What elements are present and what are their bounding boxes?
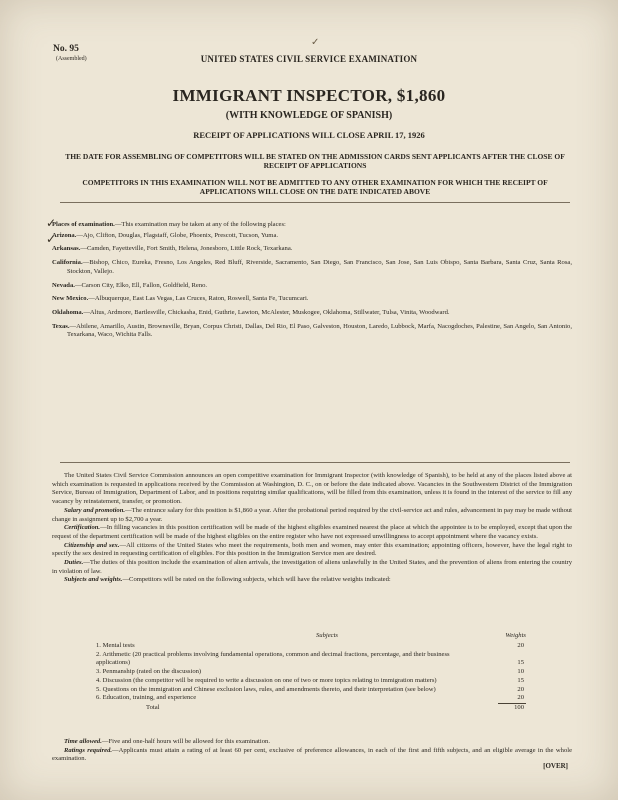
check-mark: ✓ bbox=[46, 232, 57, 246]
weights-column-header: Weights bbox=[505, 632, 526, 639]
page-subtitle: (WITH KNOWLEDGE OF SPANISH) bbox=[225, 110, 393, 121]
subject-row bbox=[96, 668, 526, 677]
section-text: —The duties of this position include the examination of alien arrivals, the investigation of aliens unlawfully in the United States, and the prevention of aliens from entering the country in violation of law. bbox=[52, 559, 572, 575]
check-mark: ✓ bbox=[46, 216, 57, 230]
state-name: New Mexico. bbox=[52, 295, 89, 303]
state-cities: —Altus, Ardmore, Bartlesville, Chickasha, Enid, Guthrie, Lawton, McAlester, Muskogee, Oklahoma, Stillwater, Tulsa, Vinita, Woodward. bbox=[83, 308, 450, 316]
subject-row bbox=[96, 686, 526, 695]
subject-label: 6. Education, training, and experience bbox=[96, 694, 197, 702]
state-entry bbox=[52, 245, 572, 254]
state-entry bbox=[52, 323, 572, 340]
time-paragraph bbox=[52, 738, 572, 747]
ratings-paragraph bbox=[52, 747, 572, 764]
citizenship-paragraph bbox=[52, 542, 572, 559]
state-name: Arkansas. bbox=[52, 245, 81, 253]
state-entry bbox=[52, 309, 572, 318]
subject-label: 1. Mental tests bbox=[96, 642, 135, 649]
agency-heading: UNITED STATES CIVIL SERVICE EXAMINATION bbox=[200, 54, 418, 64]
section-text: —Applicants must attain a rating of at least 60 per cent, exclusive of preference allowances, in each of the first and fifth subjects, and an eligible average in the whole examination. bbox=[52, 746, 572, 763]
state-cities: —Albuquerque, East Las Vegas, Las Cruces, Raton, Roswell, Santa Fe, Tucumcari. bbox=[88, 295, 309, 303]
section-heading: Salary and promotion. bbox=[64, 506, 126, 514]
form-number-note: (Assembled) bbox=[56, 56, 87, 62]
state-cities: —Abilene, Amarillo, Austin, Brownsville, Bryan, Corpus Christi, Dallas, Del Rio, El Paso, Galveston, Houston, Laredo, Lubbock, Marfa, Nacogdoches, Palestine, San Angelo, San Antonio, Texarkana, Waco, Wichita Falls. bbox=[67, 322, 572, 339]
subject-weight: 20 bbox=[517, 694, 524, 702]
subject-label: 5. Questions on the immigration and Chinese exclusion laws, rules, and amendments thereto, and their interpretation (see below) bbox=[96, 685, 436, 693]
subject-weight: 15 bbox=[517, 676, 524, 684]
duties-paragraph bbox=[52, 559, 572, 576]
state-name: Arizona. bbox=[52, 231, 77, 239]
places-heading: Places of examination. bbox=[52, 221, 115, 228]
state-name: Nevada. bbox=[52, 281, 75, 289]
total-label: Total bbox=[146, 703, 160, 711]
subjects-table bbox=[96, 632, 526, 713]
state-entry bbox=[52, 282, 572, 291]
section-heading: Duties. bbox=[64, 559, 84, 567]
subject-weight: 15 bbox=[517, 659, 524, 667]
assembly-notice: THE DATE FOR ASSEMBLING OF COMPETITORS WILL BE STATED ON THE ADMISSION CARDS SENT APPLICANTS AFTER THE CLOSE OF RECEIPT OF APPLICATIONS bbox=[65, 152, 565, 170]
state-entry bbox=[52, 295, 572, 304]
section-text: —All citizens of the United States who meet the requirements, both men and women, may enter this examination; appointing officers, however, have the legal right to specify the sex desired in requesting certification of eligibles. For this position in the Immigration Service men are desired. bbox=[52, 541, 572, 558]
salary-paragraph bbox=[52, 507, 572, 524]
over-marker: [OVER] bbox=[543, 762, 568, 770]
state-name: California. bbox=[52, 259, 83, 267]
form-number-label: No. 95 bbox=[53, 44, 79, 54]
state-name: Oklahoma. bbox=[52, 308, 84, 316]
receipt-closing: RECEIPT OF APPLICATIONS WILL CLOSE APRIL 17, 1926 bbox=[193, 130, 425, 140]
section-text: —In filling vacancies in this position certification will be made of the highest eligibles examined nearest the place at which the appointee is to be employed, except that upon the request of the department certification will be made of the highest eligibles on the entire register who have not expressed unwillingness to accept appointment where the vacancy exists. bbox=[52, 524, 572, 540]
state-cities: —Camden, Fayetteville, Fort Smith, Helena, Jonesboro, Little Rock, Texarkana. bbox=[80, 245, 293, 253]
state-cities: —Bishop, Chico, Eureka, Fresno, Los Angeles, Red Bluff, Riverside, Sacramento, San Diego, San Francisco, San Jose, San Luis Obispo, Santa Barbara, Santa Cruz, Santa Rosa, Stockton, Vallejo. bbox=[67, 259, 572, 275]
certification-paragraph bbox=[52, 524, 572, 541]
section-heading: Ratings required. bbox=[64, 746, 113, 754]
subjects-table-header bbox=[96, 632, 526, 642]
subjects-column-header: Subjects bbox=[316, 632, 338, 639]
ink-mark: ✓ bbox=[311, 37, 320, 48]
places-intro bbox=[52, 221, 572, 230]
subject-row bbox=[96, 694, 526, 703]
divider bbox=[60, 202, 570, 203]
divider bbox=[60, 462, 570, 463]
subject-label: 2. Arithmetic (20 practical problems involving fundamental operations, common and decimal fractions, percentage, and their business applications) bbox=[96, 650, 450, 667]
subject-row bbox=[96, 642, 526, 651]
state-cities: —Carson City, Elko, Ell, Fallon, Goldfield, Reno. bbox=[74, 281, 208, 289]
subject-weight: 20 bbox=[517, 642, 524, 649]
places-intro-text: —This examination may be taken at any of the following places: bbox=[114, 221, 286, 228]
total-value: 100 bbox=[514, 703, 524, 711]
section-heading: Certification. bbox=[64, 524, 101, 532]
footer-text bbox=[52, 738, 572, 764]
subject-row bbox=[96, 651, 526, 668]
total-row bbox=[96, 704, 526, 713]
section-text: —The entrance salary for this position is $1,860 a year. After the probational period required by the civil-service act and rules, advancement in pay may be made without change in assignment up to $2,700 a year. bbox=[52, 506, 572, 523]
section-text: —Five and one-half hours will be allowed for this examination. bbox=[101, 738, 270, 745]
admission-notice: COMPETITORS IN THIS EXAMINATION WILL NOT BE ADMITTED TO ANY OTHER EXAMINATION FOR WHICH THE RECEIPT OF APPLICATIONS WILL CLOSE ON THE DATE INDICATED ABOVE bbox=[82, 178, 548, 196]
subject-weight: 10 bbox=[517, 668, 524, 676]
state-entry bbox=[52, 259, 572, 276]
page-title: IMMIGRANT INSPECTOR, $1,860 bbox=[172, 86, 446, 105]
subject-weight: 20 bbox=[517, 685, 524, 693]
subject-row bbox=[96, 677, 526, 686]
subjects-paragraph bbox=[52, 576, 572, 585]
state-entry bbox=[52, 232, 572, 241]
subject-label: 3. Penmanship (rated on the discussion) bbox=[96, 668, 202, 676]
main-text bbox=[52, 472, 572, 585]
state-cities: —Ajo, Clifton, Douglas, Flagstaff, Globe, Phoenix, Prescott, Tucson, Yuma. bbox=[76, 231, 279, 239]
places-section bbox=[52, 221, 572, 345]
state-name: Texas. bbox=[52, 322, 70, 330]
section-heading: Time allowed. bbox=[64, 738, 102, 745]
section-heading: Subjects and weights. bbox=[64, 576, 123, 584]
subject-label: 4. Discussion (the competitor will be required to write a discussion on one of two or more topics relating to immigration matters) bbox=[96, 676, 437, 684]
section-text: —Competitors will be rated on the following subjects, which will have the relative weights indicated: bbox=[122, 576, 391, 584]
announcement-paragraph: The United States Civil Service Commission announces an open competitive examination for Immigrant Inspector (with knowledge of Spanish), to be held at any of the places listed above at which examination is requested in applications received by the Commission at Washington, D. C., on or before the date indicated above. Vacancies in the Southwestern District of the Immigration Service, Bureau of Immigration, Department of Labor, and in positions requiring similar qualifications, will be filled from this examination, unless it is found in the interest of the service to fill any vacancy by reinstatement, transfer, or promotion. bbox=[52, 472, 572, 506]
section-heading: Citizenship and sex. bbox=[64, 541, 120, 549]
